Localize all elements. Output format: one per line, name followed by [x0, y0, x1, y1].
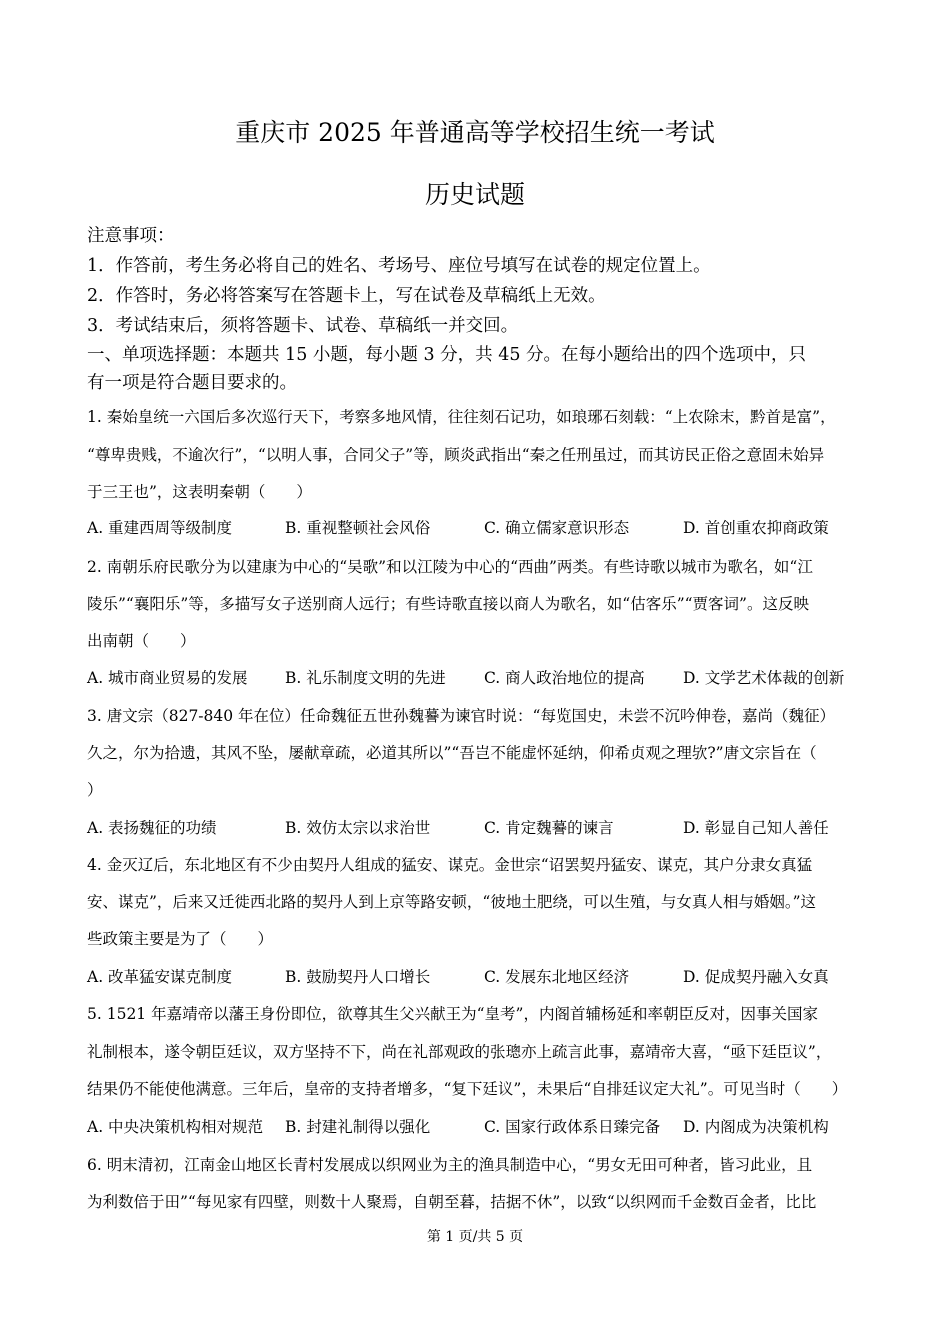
question-5-option-c: C. 国家行政体系日臻完备 — [484, 1118, 661, 1136]
question-4-line: 些政策主要是为了（ ） — [87, 930, 274, 948]
question-2-line: 出南朝（ ） — [87, 632, 196, 650]
question-3-option-a: A. 表扬魏征的功绩 — [87, 819, 217, 837]
notice-item: 1．作答前，考生务必将自己的姓名、考场号、座位号填写在试卷的规定位置上。 — [87, 256, 711, 276]
question-3-option-c: C. 肯定魏謩的谏言 — [484, 819, 614, 837]
question-1-option-c: C. 确立儒家意识形态 — [484, 519, 630, 537]
question-3-option-b: B. 效仿太宗以求治世 — [285, 819, 431, 837]
question-1-line: 于三王也”，这表明秦朝（ ） — [87, 483, 312, 501]
page-number: 第 1 页/共 5 页 — [426, 1229, 524, 1245]
question-2-option-c: C. 商人政治地位的提高 — [484, 669, 645, 687]
question-1-line: “尊卑贵贱，不逾次行”，“以明人事，合同父子”等，顾炎武指出“秦之任刑虽过，而其访民正俗之意固未始异 — [87, 446, 825, 464]
question-5-option-d: D. 内阁成为决策机构 — [683, 1118, 829, 1136]
question-2-line: 2. 南朝乐府民歌分为以建康为中心的“吴歌”和以江陵为中心的“西曲”两类。有些诗歌以城市为歌名，如“江 — [87, 558, 813, 576]
question-5-line: 礼制根本，遂令朝臣廷议，双方坚持不下，尚在礼部观政的张璁亦上疏言此事，嘉靖帝大喜，“亟下廷臣议”， — [87, 1043, 832, 1061]
section-heading-cont: 有一项是符合题目要求的。 — [87, 373, 297, 393]
question-2-line: 陵乐”“襄阳乐”等，多描写女子送别商人远行；有些诗歌直接以商人为歌名，如“估客乐”“贾客词”。这反映 — [87, 595, 809, 613]
question-2-option-b: B. 礼乐制度文明的先进 — [285, 669, 446, 687]
question-2-option-d: D. 文学艺术体裁的创新 — [683, 669, 845, 687]
question-4-option-b: B. 鼓励契丹人口增长 — [285, 968, 431, 986]
question-6-line: 为利数倍于田”“每见家有四壁，则数十人聚焉，自朝至暮，拮据不休”，以致“以织网而千金数百金者，比比 — [87, 1193, 817, 1211]
question-5-line: 结果仍不能使他满意。三年后，皇帝的支持者增多，“复下廷议”，未果后“自排廷议定大礼”。可见当时（ ） — [87, 1080, 848, 1098]
question-3-option-d: D. 彰显自己知人善任 — [683, 819, 829, 837]
question-4-option-c: C. 发展东北地区经济 — [484, 968, 630, 986]
question-1-option-b: B. 重视整顿社会风俗 — [285, 519, 431, 537]
question-4-option-a: A. 改革猛安谋克制度 — [87, 968, 233, 986]
notice-item: 3．考试结束后，须将答题卡、试卷、草稿纸一并交回。 — [87, 316, 519, 336]
question-3-line: 3. 唐文宗（827-840 年在位）任命魏征五世孙魏謩为谏官时说：“每览国史，未尝不沉吟伸卷，嘉尚（魏征） — [87, 707, 835, 725]
question-6-line: 6. 明末清初，江南金山地区长青村发展成以织网业为主的渔具制造中心，“男女无田可种者，皆习此业，且 — [87, 1156, 813, 1174]
question-5-line: 5. 1521 年嘉靖帝以藩王身份即位，欲尊其生父兴献王为“皇考”，内阁首辅杨延和率朝臣反对，因事关国家 — [87, 1005, 818, 1023]
question-5-option-b: B. 封建礼制得以强化 — [285, 1118, 431, 1136]
question-3-line: ） — [87, 781, 103, 799]
question-1-option-d: D. 首创重农抑商政策 — [683, 519, 829, 537]
question-4-line: 4. 金灭辽后，东北地区有不少由契丹人组成的猛安、谋克。金世宗“诏罢契丹猛安、谋克，其户分隶女真猛 — [87, 856, 813, 874]
question-5-option-a: A. 中央决策机构相对规范 — [87, 1118, 264, 1136]
section-heading: 一、单项选择题：本题共 15 小题，每小题 3 分，共 45 分。在每小题给出的四个选项中，只 — [87, 345, 807, 365]
question-1-line: 1. 秦始皇统一六国后多次巡行天下，考察多地风情，往往刻石记功，如琅琊石刻载：“上农除末，黔首是富”， — [87, 408, 836, 426]
question-4-line: 安、谋克”，后来又迁徙西北路的契丹人到上京等路安顿，“彼地土肥绕，可以生殖，与女真人相与婚姻。”这 — [87, 893, 817, 911]
question-3-line: 久之，尔为拾遗，其风不坠，屡献章疏，必道其所以”“吾岂不能虚怀延纳，仰希贞观之理欤?”唐文宗旨在（ — [87, 744, 817, 762]
question-4-option-d: D. 促成契丹融入女真 — [683, 968, 829, 986]
question-2-option-a: A. 城市商业贸易的发展 — [87, 669, 248, 687]
question-1-option-a: A. 重建西周等级制度 — [87, 519, 233, 537]
exam-title: 重庆市 2025 年普通高等学校招生统一考试 — [235, 118, 715, 147]
notice-item: 2．作答时，务必将答案写在答题卡上，写在试卷及草稿纸上无效。 — [87, 286, 606, 306]
exam-subtitle: 历史试题 — [424, 180, 525, 209]
notice-heading: 注意事项： — [87, 226, 175, 246]
